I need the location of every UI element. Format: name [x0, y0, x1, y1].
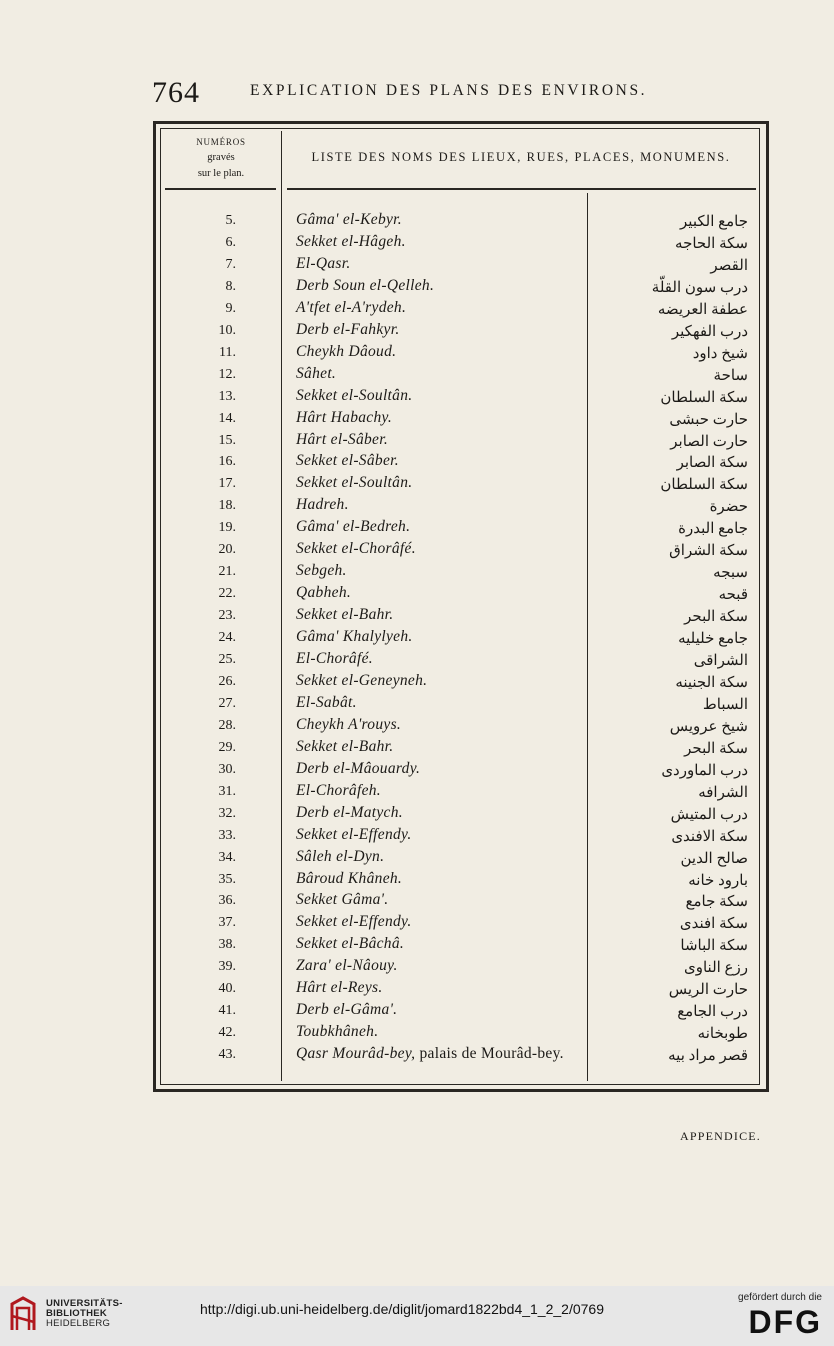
place-name [296, 496, 349, 514]
table-row [166, 562, 756, 584]
place-name [296, 299, 406, 317]
plan-number: 38. [218, 937, 236, 953]
place-name-arabic: درب المتيش [670, 806, 748, 823]
plan-number: 6. [225, 234, 236, 250]
plan-number: 42. [218, 1025, 236, 1041]
place-name-transliteration: El-Chorâfeh. [296, 781, 381, 799]
numbers-header-line2: gravés [207, 152, 235, 163]
viewer-footer [0, 1286, 834, 1346]
plan-number: 35. [218, 871, 236, 887]
table-row [166, 826, 756, 848]
header-rule-list [287, 188, 756, 190]
place-name-transliteration: Sekket el-Bahr. [296, 737, 394, 755]
place-name [296, 365, 336, 383]
place-name-arabic: طوبخانه [697, 1026, 748, 1043]
place-name [296, 277, 434, 295]
place-name-transliteration: Qasr Mourâd-bey, [296, 1045, 416, 1063]
place-name-arabic: شيخ داود [692, 345, 748, 362]
plan-number: 26. [218, 673, 236, 689]
place-name-transliteration: Hârt Habachy. [296, 408, 393, 426]
plan-number: 16. [218, 454, 236, 470]
place-name [296, 913, 412, 931]
table-row [166, 474, 756, 496]
plan-number: 8. [225, 278, 236, 294]
place-name-arabic: ساحة [713, 367, 748, 384]
table-row [166, 255, 756, 277]
table-row [166, 979, 756, 1001]
plan-number: 19. [218, 520, 236, 536]
running-title: EXPLICATION DES PLANS DES ENVIRONS. [250, 82, 648, 99]
place-name-transliteration: Sekket el-Bâchâ. [296, 935, 405, 953]
page-number: 764 [152, 76, 200, 109]
place-name-arabic: رزع الناوى [683, 960, 748, 977]
place-name [296, 782, 381, 800]
place-name-transliteration: Zara' el-Nâouy. [296, 957, 398, 975]
place-name-arabic: صالح الدين [680, 850, 748, 867]
place-name-transliteration: Cheykh Dâoud. [296, 342, 397, 360]
place-name-arabic: شيخ عرويس [669, 718, 748, 735]
table-row [166, 628, 756, 650]
place-name-arabic: سكة البحر [684, 609, 748, 626]
place-name [296, 804, 403, 822]
place-name [296, 826, 412, 844]
place-name-arabic: حضرة [709, 499, 748, 516]
place-name [296, 606, 393, 624]
plan-number: 20. [218, 542, 236, 558]
place-name-arabic: حارت حبشى [669, 411, 748, 428]
place-name-arabic: درب الفهكير [671, 323, 748, 340]
place-name-transliteration: Gâma' el-Bedreh. [296, 518, 411, 536]
table-row [166, 760, 756, 782]
place-name-arabic: جامع البدرة [678, 521, 748, 538]
plan-number: 15. [218, 432, 236, 448]
place-name-transliteration: Derb el-Mâouardy. [296, 759, 421, 777]
plan-number: 29. [218, 739, 236, 755]
place-name [296, 255, 351, 273]
plan-number: 21. [218, 564, 236, 580]
place-name-transliteration: Sekket el-Hâgeh. [296, 232, 406, 250]
place-name [296, 518, 410, 536]
table-row [166, 1001, 756, 1023]
table-row [166, 913, 756, 935]
place-name-arabic: جامع الكبير [680, 214, 748, 230]
place-name [296, 935, 404, 953]
place-name [296, 233, 406, 251]
table-row [166, 870, 756, 892]
table-row [166, 299, 756, 321]
table-row [166, 935, 756, 957]
plan-number: 7. [225, 256, 236, 272]
place-name-transliteration: Sekket el-Effendy. [296, 913, 412, 931]
place-name [296, 562, 347, 580]
catchword: APPENDICE. [680, 1129, 762, 1143]
table-row [166, 409, 756, 431]
plan-number: 12. [218, 366, 236, 382]
place-name [296, 760, 420, 778]
table-row [166, 584, 756, 606]
place-name [296, 387, 412, 405]
table-row [166, 518, 756, 540]
place-name [296, 957, 398, 975]
table-row [166, 848, 756, 870]
place-name-transliteration: Sâleh el-Dyn. [296, 847, 385, 865]
place-name-transliteration: Hadreh. [296, 496, 349, 514]
place-name-arabic: درب سون القلّة [651, 279, 748, 296]
place-name-arabic: حارت الريس [668, 982, 748, 999]
plan-number: 24. [218, 630, 236, 646]
place-name-transliteration: Derb Soun el-Qelleh. [296, 276, 435, 294]
plan-number: 31. [218, 783, 236, 799]
place-name [296, 1023, 378, 1041]
plan-number: 43. [218, 1047, 236, 1063]
numbers-header-line3: sur le plan. [197, 168, 245, 179]
table-row [166, 738, 756, 760]
table-row [166, 694, 756, 716]
place-name-arabic: سكة الشراق [669, 543, 748, 560]
place-name [296, 1001, 397, 1019]
plan-number: 28. [218, 717, 236, 733]
place-name-transliteration: Sekket Gâma'. [296, 891, 389, 909]
place-name [296, 343, 396, 361]
library-name-line3: HEIDELBERG [46, 1318, 111, 1329]
place-name [296, 321, 400, 339]
library-logo-icon [8, 1296, 38, 1332]
place-name-arabic: سكة افندى [679, 916, 748, 933]
place-name [296, 694, 357, 712]
place-name-arabic: الشراقى [693, 653, 748, 669]
place-name-description: palais de Mourâd-bey. [415, 1045, 564, 1063]
place-name-arabic: السباط [702, 696, 748, 713]
numbers-header-line1: NUMÉROS [196, 137, 246, 147]
table-row [166, 672, 756, 694]
place-name [296, 584, 351, 602]
place-name-transliteration: Sekket el-Chorâfé. [296, 540, 416, 558]
plan-number: 18. [218, 498, 236, 514]
place-name [296, 452, 399, 470]
place-name-arabic: جامع خليليه [678, 631, 748, 648]
place-name-arabic: عطفة العريضه [657, 301, 748, 318]
place-name-arabic: الشرافه [698, 784, 748, 801]
table-row [166, 650, 756, 672]
place-name-arabic: درب الجامع [677, 1004, 748, 1021]
place-name-transliteration: Hârt el-Sâber. [296, 430, 389, 448]
table-row [166, 452, 756, 474]
place-name [296, 738, 393, 756]
place-name [296, 540, 416, 558]
plan-number: 14. [218, 410, 236, 426]
dfg-logo: DFG [748, 1304, 822, 1340]
place-name-transliteration: El-Sabât. [296, 693, 357, 711]
table-row [166, 321, 756, 343]
table-row [166, 343, 756, 365]
place-name-transliteration: Derb el-Fahkyr. [296, 320, 400, 338]
place-name [296, 650, 373, 668]
place-name [296, 870, 402, 888]
plan-number: 40. [218, 981, 236, 997]
table-row [166, 1045, 756, 1067]
table-row [166, 365, 756, 387]
table-row [166, 211, 756, 233]
place-name-transliteration: Sekket el-Effendy. [296, 825, 412, 843]
plan-number: 36. [218, 893, 236, 909]
place-name-arabic: سكة الافندى [671, 828, 748, 845]
library-name-line1: UNIVERSITÄTS- [46, 1298, 123, 1309]
plan-number: 34. [218, 849, 236, 865]
plan-number: 13. [218, 388, 236, 404]
place-name-transliteration: Gâma' Khalylyeh. [296, 628, 413, 646]
place-name-transliteration: Sebgeh. [296, 562, 347, 580]
table-row [166, 716, 756, 738]
place-name-transliteration: Bâroud Khâneh. [296, 869, 403, 887]
plan-number: 10. [218, 322, 236, 338]
table-row [166, 957, 756, 979]
place-name-transliteration: El-Qasr. [296, 254, 351, 272]
table-row [166, 496, 756, 518]
place-name [296, 474, 412, 492]
place-name-transliteration: Sekket el-Soultân. [296, 474, 413, 492]
place-name [296, 211, 402, 229]
plan-number: 25. [218, 652, 236, 667]
plan-number: 39. [218, 959, 236, 975]
place-name-arabic: قصر مراد بيه [668, 1048, 748, 1065]
place-name-transliteration: Sekket el-Soultân. [296, 386, 413, 404]
place-name [296, 431, 388, 449]
place-name-arabic: درب الماوردى [661, 762, 748, 779]
place-name [296, 628, 413, 646]
place-name-transliteration: Sekket el-Sâber. [296, 452, 399, 470]
place-name-transliteration: A'tfet el-A'rydeh. [296, 298, 407, 316]
place-name-transliteration: Hârt el-Reys. [296, 979, 383, 997]
place-name-arabic: حارت الصابر [670, 433, 748, 450]
place-name-transliteration: Sâhet. [296, 364, 337, 382]
table-row [166, 891, 756, 913]
place-name-transliteration: Sekket el-Bahr. [296, 606, 394, 624]
place-name-transliteration: Toubkhâneh. [296, 1023, 379, 1041]
place-name [296, 891, 388, 909]
table-row [166, 606, 756, 628]
place-name-arabic: قبحه [718, 587, 748, 604]
plan-number: 37. [218, 915, 236, 931]
plan-number: 11. [219, 344, 236, 360]
place-name-arabic: بارود خانه [688, 872, 748, 889]
table-row [166, 431, 756, 453]
plan-number: 32. [218, 805, 236, 821]
table-row [166, 540, 756, 562]
place-name-arabic: سكة الباشا [680, 938, 748, 955]
plan-number: 30. [218, 761, 236, 777]
library-name [46, 1299, 123, 1329]
plan-number: 23. [218, 608, 236, 624]
table-row [166, 277, 756, 299]
place-name-transliteration: Sekket el-Geneyneh. [296, 671, 428, 689]
plan-number: 27. [218, 695, 236, 711]
plan-number: 5. [225, 213, 236, 228]
place-name-transliteration: Gâma' el-Kebyr. [296, 211, 402, 228]
funding-note: gefördert durch die [738, 1292, 822, 1303]
plan-number: 41. [218, 1003, 236, 1019]
place-name-transliteration: Derb el-Gâma'. [296, 1001, 398, 1019]
plan-number: 22. [218, 586, 236, 602]
place-name [296, 716, 401, 734]
plan-number: 17. [218, 476, 236, 492]
place-name-arabic: سكة الصابر [676, 455, 748, 472]
place-name [296, 409, 392, 427]
place-name [296, 848, 384, 866]
place-name-transliteration: El-Chorâfé. [296, 650, 373, 667]
plan-number: 9. [225, 300, 236, 316]
place-name-arabic: سكة السلطان [660, 477, 748, 494]
place-name-arabic: القصر [710, 257, 748, 274]
place-name-arabic: سكة جامع [685, 894, 748, 911]
place-name-arabic: سكة السلطان [660, 389, 748, 406]
plan-number: 33. [218, 827, 236, 843]
place-name-transliteration: Cheykh A'rouys. [296, 715, 402, 733]
place-name-arabic: سكة البحر [684, 740, 748, 757]
list-column-header: LISTE DES NOMS DES LIEUX, RUES, PLACES, MONUMENS. [311, 150, 731, 164]
library-name-line2: BIBLIOTHEK [46, 1308, 108, 1319]
place-name [296, 672, 427, 690]
table-row [166, 782, 756, 804]
place-name-arabic: سبجه [713, 565, 748, 582]
page-url-link[interactable]: http://digi.ub.uni-heidelberg.de/diglit/jomard1822bd4_1_2_2/0769 [200, 1301, 604, 1317]
place-name-transliteration: Derb el-Matych. [296, 803, 403, 821]
place-name [296, 1045, 564, 1063]
numbers-column-header [166, 134, 276, 182]
table-row [166, 804, 756, 826]
table-row [166, 233, 756, 255]
place-name-arabic: سكة الجنينه [675, 674, 748, 691]
place-name-arabic: سكة الحاجه [675, 235, 748, 252]
table-row [166, 387, 756, 409]
place-name [296, 979, 383, 997]
place-name-transliteration: Qabheh. [296, 584, 352, 602]
header-rule-numbers [165, 188, 276, 190]
table-row [166, 1023, 756, 1045]
